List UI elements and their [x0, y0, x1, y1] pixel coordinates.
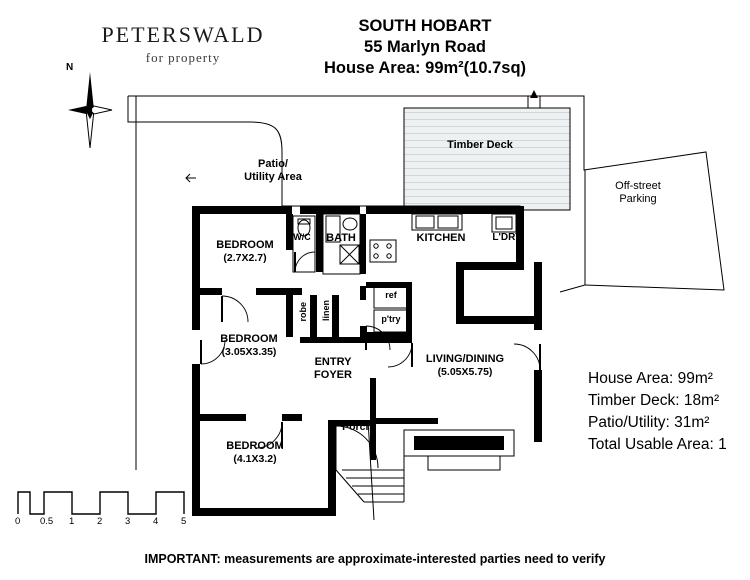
- label-wc: [286, 232, 318, 243]
- stat-timber-deck: Timber Deck: 18m²: [588, 392, 720, 409]
- stat-patio-utility: Patio/Utility: 31m²: [588, 414, 710, 431]
- label-fridge: [378, 290, 404, 301]
- label-robe: [298, 302, 308, 322]
- title-house-area: House Area: 99m²(10.7sq): [323, 59, 527, 77]
- label-timber-deck: [420, 139, 540, 152]
- label-pantry: [376, 314, 406, 325]
- entry-text: ENTRY: [314, 356, 352, 368]
- timber-deck-text: Timber Deck: [447, 139, 513, 151]
- stat-total-usable: Total Usable Area: 1: [588, 436, 727, 453]
- fridge-text: ref: [385, 290, 397, 300]
- bedroom-2-name: BEDROOM: [220, 333, 278, 345]
- disclaimer-text: IMPORTANT: measurements are approximate-interested parties need to verify: [144, 552, 606, 566]
- brand-tagline: for property: [145, 50, 221, 65]
- patio-text: Patio/: [258, 158, 288, 170]
- label-off-street-parking: [588, 180, 688, 206]
- scale-tick-5: 4: [153, 516, 159, 527]
- label-bedroom-3: [202, 440, 308, 466]
- label-porch: [334, 422, 380, 433]
- scale-tick-2: 1: [69, 516, 75, 527]
- label-living-dining: [410, 353, 520, 379]
- off-street-text: Off-street: [615, 180, 661, 192]
- title-address: 55 Marlyn Road: [364, 38, 486, 56]
- porch-text: Porch: [342, 421, 372, 433]
- parking-text: Parking: [619, 193, 657, 205]
- area-summary: [588, 368, 750, 456]
- kitchen-text: KITCHEN: [416, 232, 466, 244]
- label-patio-utility: [218, 158, 328, 184]
- label-bedroom-1: [196, 239, 294, 265]
- scale-tick-0: 0: [15, 516, 21, 527]
- label-kitchen: [408, 232, 474, 245]
- bedroom-1-name: BEDROOM: [216, 239, 274, 251]
- utility-area-text: Utility Area: [244, 171, 302, 183]
- bedroom-2-dims: (3.05X3.35): [221, 346, 277, 358]
- scale-tick-6: 5: [181, 516, 187, 527]
- linen-text: linen: [321, 300, 331, 322]
- label-bedroom-2: [196, 333, 302, 359]
- bedroom-3-name: BEDROOM: [226, 440, 284, 452]
- stat-house-area: House Area: 99m²: [588, 370, 713, 387]
- wc-text: W/C: [293, 232, 311, 242]
- label-linen: [321, 300, 331, 321]
- robe-text: robe: [298, 302, 308, 322]
- label-entry-foyer: [300, 356, 366, 382]
- compass-north-label: N: [66, 62, 74, 73]
- bedroom-3-dims: (4.1X3.2): [233, 453, 277, 465]
- living-dining-name: LIVING/DINING: [425, 353, 505, 365]
- foyer-text: FOYER: [314, 369, 352, 381]
- living-dining-dims: (5.05X5.75): [437, 366, 493, 378]
- scale-tick-1: 0.5: [40, 516, 54, 527]
- bath-text: BATH: [326, 232, 356, 244]
- scale-tick-4: 3: [125, 516, 131, 527]
- pantry-text: p'try: [381, 314, 401, 324]
- brand-name: PETERSWALD: [101, 22, 265, 47]
- laundry-text: L'DRY: [492, 232, 522, 243]
- scale-tick-3: 2: [97, 516, 103, 527]
- bedroom-1-dims: (2.7X2.7): [223, 252, 267, 264]
- label-bath: [320, 232, 362, 245]
- label-laundry: [486, 232, 528, 243]
- title-suburb: SOUTH HOBART: [358, 17, 492, 35]
